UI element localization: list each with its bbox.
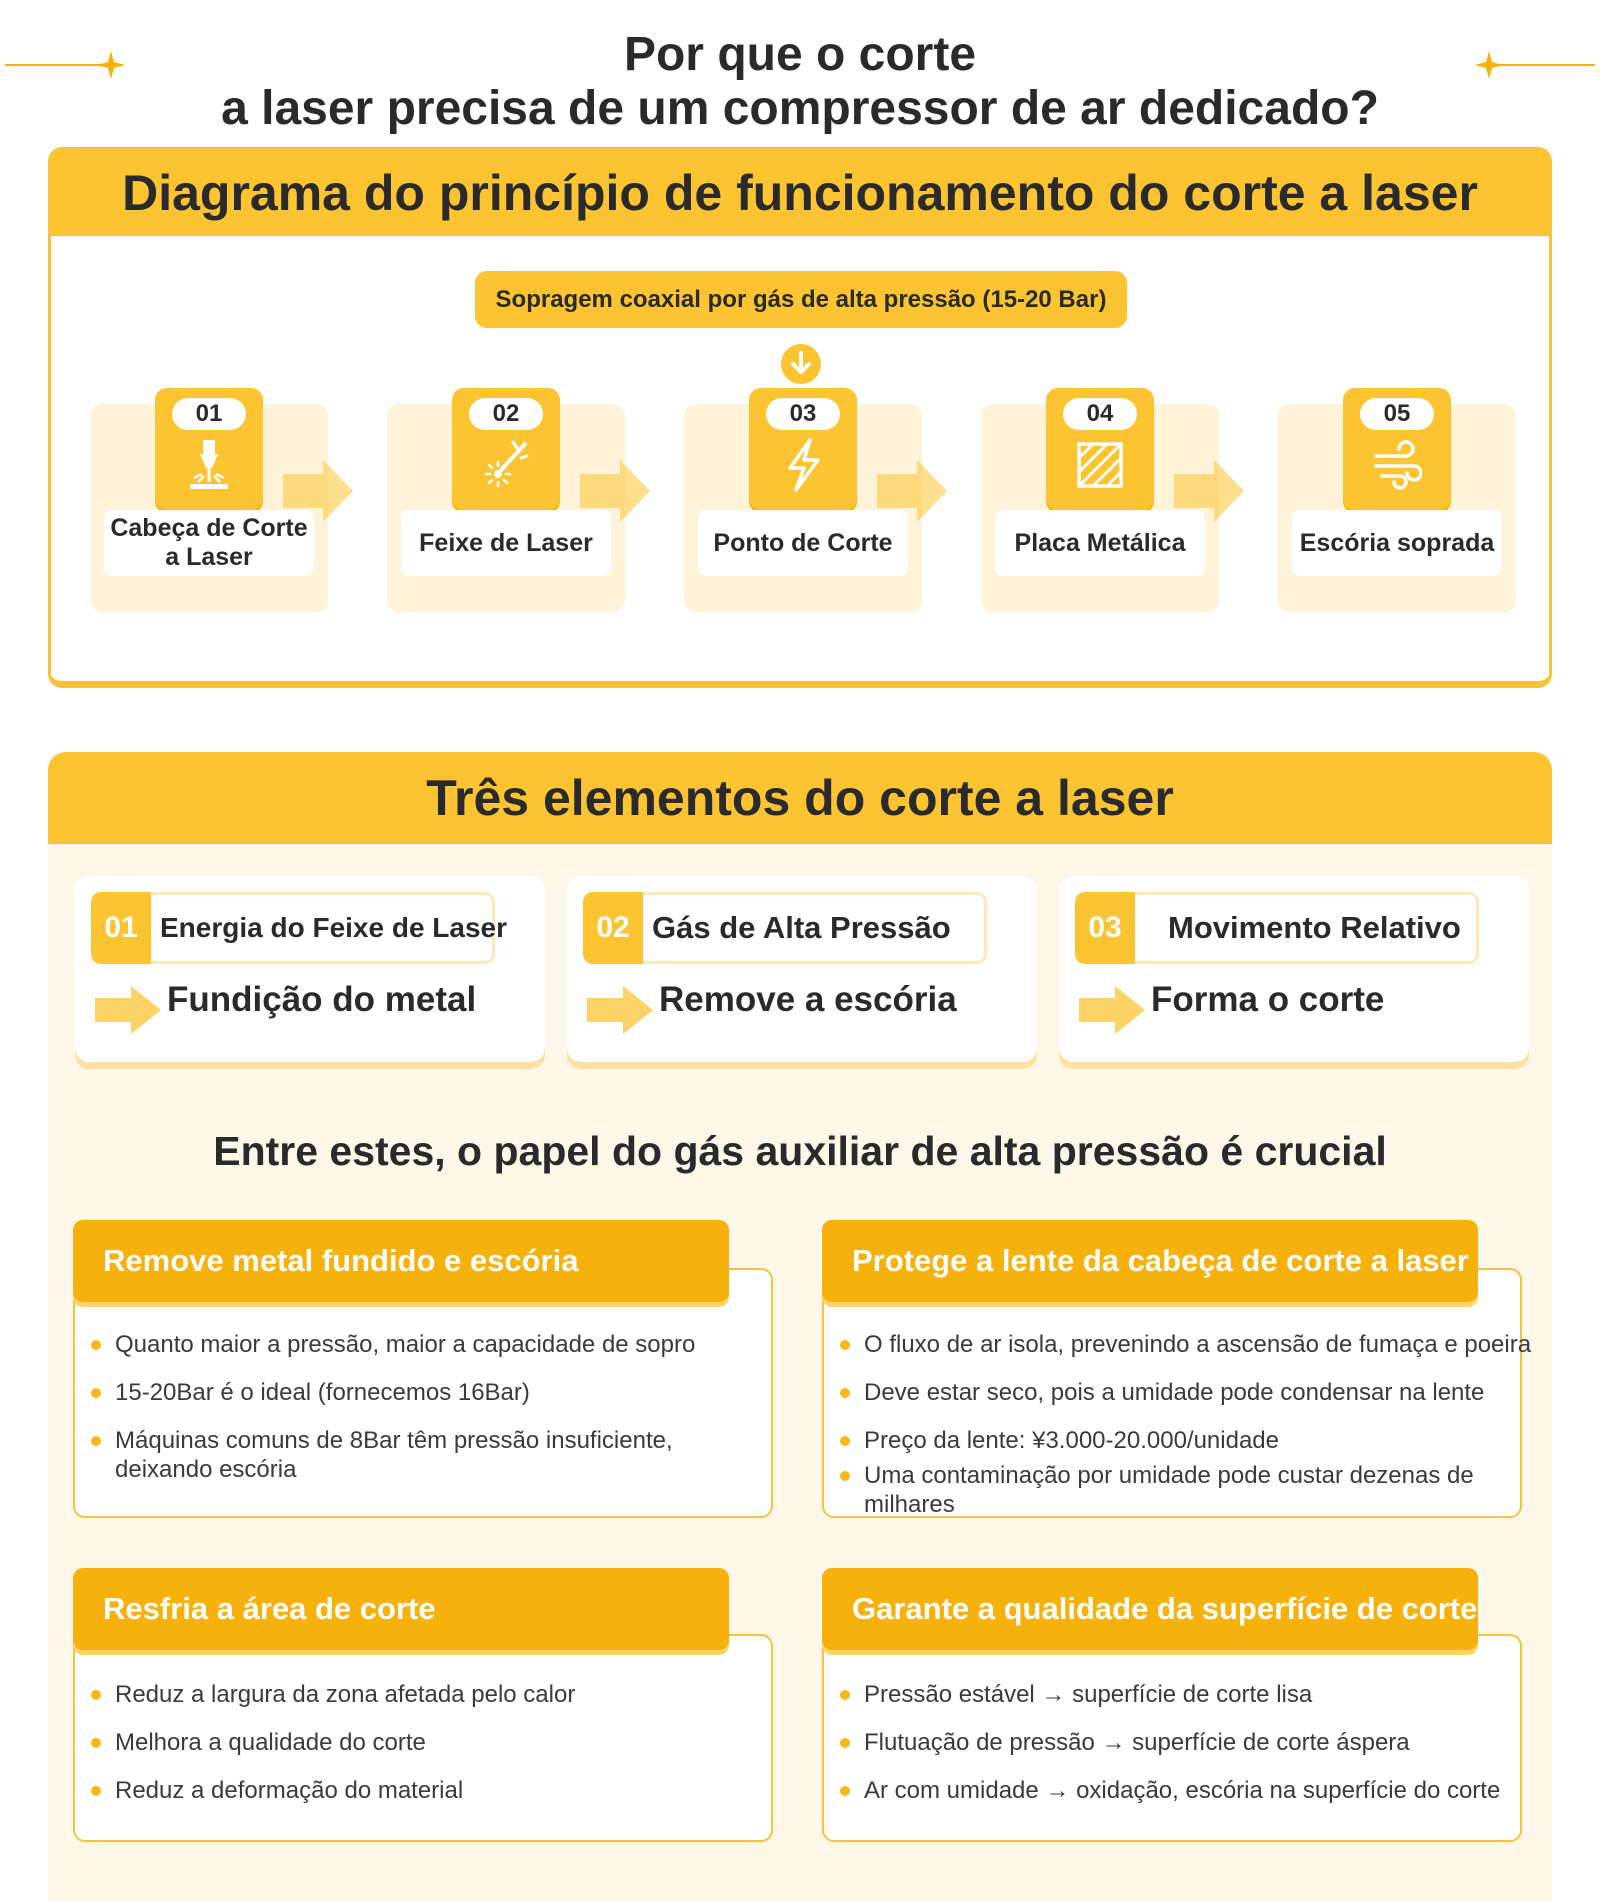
element-number: 01: [91, 892, 151, 964]
list-item: Deve estar seco, pois a umidade pode condensar na lente: [838, 1378, 1512, 1407]
element-result: Remove a escória: [659, 980, 957, 1019]
laser-beam-icon: [481, 438, 531, 492]
role-bullet-list: [838, 1330, 1532, 1519]
laser-head-icon: [184, 438, 234, 492]
element-tag: [91, 892, 508, 964]
step-number: 03: [766, 398, 840, 430]
step-label: Escória soprada: [1292, 510, 1502, 576]
element-card-relative-motion: [1059, 876, 1529, 1062]
list-item: O fluxo de ar isola, prevenindo a ascensão de fumaça e poeira: [838, 1330, 1512, 1359]
list-item: 15-20Bar é o ideal (fornecemos 16Bar): [89, 1378, 763, 1407]
list-item: Flutuação de pressão → superfície de corte áspera: [838, 1728, 1512, 1757]
role-title-surface-quality: Garante a qualidade da superfície de corte: [822, 1568, 1478, 1650]
element-number: 02: [583, 892, 643, 964]
element-card-laser-energy: [75, 876, 545, 1062]
page-title-line1: Por que o corte: [623, 28, 977, 81]
step-label: Feixe de Laser: [401, 510, 611, 576]
role-card-remove-slag: [73, 1268, 773, 1518]
role-bullet-list: [89, 1330, 763, 1484]
list-item: Pressão estável → superfície de corte lisa: [838, 1680, 1512, 1709]
step-label: Placa Metálica: [995, 510, 1205, 576]
list-item: Uma contaminação por umidade pode custar dezenas de milhares: [838, 1461, 1512, 1519]
list-item: Preço da lente: ¥3.000-20.000/unidade: [838, 1426, 1512, 1455]
wind-icon: [1372, 438, 1422, 492]
working-principle-heading: Diagrama do princípio de funcionamento do corte a laser: [51, 150, 1549, 236]
role-card-surface-quality: [822, 1634, 1522, 1842]
flow-arrow-icon: [283, 460, 353, 522]
result-arrow-icon: [95, 986, 161, 1034]
flow-arrow-icon: [1174, 460, 1244, 522]
flow-arrow-icon: [877, 460, 947, 522]
role-title-cool-area: Resfria a área de corte: [73, 1568, 729, 1650]
result-arrow-icon: [587, 986, 653, 1034]
coaxial-gas-label: Sopragem coaxial por gás de alta pressão (15-20 Bar): [475, 271, 1127, 328]
step-icon-box: [749, 388, 857, 510]
element-title: Movimento Relativo: [1168, 910, 1461, 945]
step-number: 02: [469, 398, 543, 430]
list-item: Máquinas comuns de 8Bar têm pressão insuficiente, deixando escória: [89, 1426, 763, 1484]
role-title-remove-slag: Remove metal fundido e escória: [73, 1220, 729, 1302]
role-bullet-list: [838, 1680, 1512, 1805]
list-item: Ar com umidade → oxidação, escória na superfície do corte: [838, 1776, 1512, 1805]
step-icon-box: [452, 388, 560, 510]
step-label: Cabeça de Corte a Laser: [104, 510, 314, 576]
step-number: 05: [1360, 398, 1434, 430]
list-item: Reduz a deformação do material: [89, 1776, 763, 1805]
role-card-protect-lens: [822, 1268, 1532, 1518]
list-item: Melhora a qualidade do corte: [89, 1728, 763, 1757]
element-card-high-pressure-gas: [567, 876, 1037, 1062]
element-result: Fundição do metal: [167, 980, 477, 1019]
list-item: Reduz a largura da zona afetada pelo calor: [89, 1680, 763, 1709]
element-tag: [1075, 892, 1479, 964]
result-arrow-icon: [1079, 986, 1145, 1034]
working-principle-section: [48, 147, 1552, 688]
element-result: Forma o corte: [1151, 980, 1385, 1019]
step-icon-box: [1046, 388, 1154, 510]
element-number: 03: [1075, 892, 1135, 964]
step-label: Ponto de Corte: [698, 510, 908, 576]
list-item: Quanto maior a pressão, maior a capacidade de sopro: [89, 1330, 763, 1359]
element-title: Gás de Alta Pressão: [652, 910, 951, 945]
role-title-protect-lens: Protege a lente da cabeça de corte a laser: [822, 1220, 1478, 1302]
flow-arrow-icon: [580, 460, 650, 522]
step-icon-box: [1343, 388, 1451, 510]
step-number: 04: [1063, 398, 1137, 430]
arrow-down-circle-icon: [780, 343, 822, 385]
three-elements-heading: Três elementos do corte a laser: [48, 752, 1552, 844]
step-blown-slag: [1278, 400, 1516, 612]
page-title: [0, 28, 1600, 136]
role-bullet-list: [89, 1680, 763, 1805]
page-title-line2: a laser precisa de um compressor de ar dedicado?: [221, 82, 1379, 135]
step-icon-box: [155, 388, 263, 510]
element-title: Energia do Feixe de Laser: [160, 912, 508, 943]
step-number: 01: [172, 398, 246, 430]
crucial-statement: Entre estes, o papel do gás auxiliar de alta pressão é crucial: [213, 1128, 1387, 1174]
role-card-cool-area: [73, 1634, 773, 1842]
element-tag: [583, 892, 987, 964]
lightning-icon: [778, 438, 828, 492]
metal-plate-icon: [1075, 438, 1125, 492]
